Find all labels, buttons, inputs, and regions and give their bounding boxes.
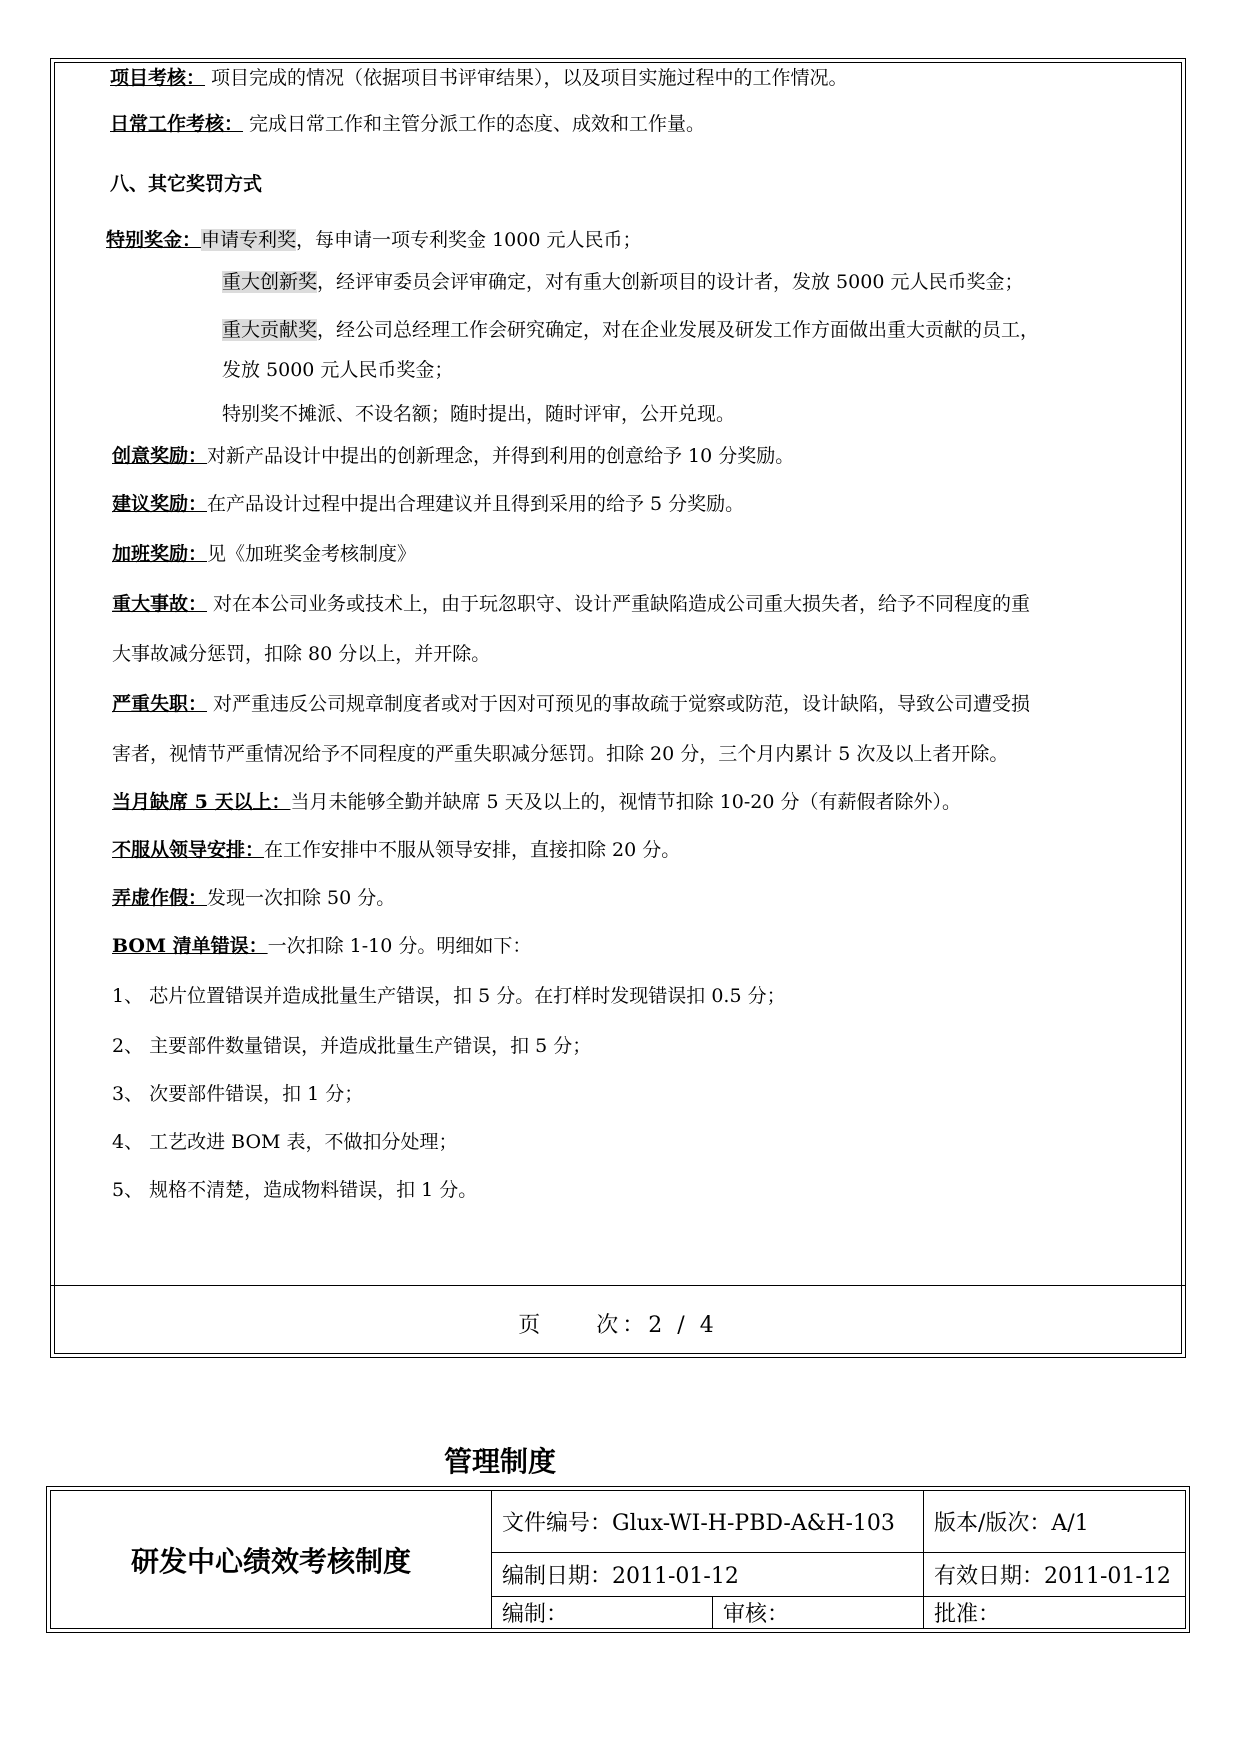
line-text: 发现一次扣除 50 分。 [207,887,396,909]
list-item: 1、 芯片位置错误并造成批量生产错误，扣 5 分。在打样时发现错误扣 0.5 分； [112,985,786,1007]
line-text: 对严重违反公司规章制度者或对于因对可预见的事故疏于觉察或防范，设计缺陷，导致公司遭受损 [207,693,1031,715]
line-daily-assessment [110,110,705,138]
highlight-text: 重大贡献奖 [222,319,318,341]
line-text: 一次扣除 1-10 分。明细如下： [267,935,532,957]
compiled-date: 编制日期：2011-01-12 [492,1553,924,1597]
doc-header-table [50,1490,1186,1629]
page-number: 页 次：2 / 4 [51,1285,1185,1360]
line-text: 在工作安排中不服从领导安排，直接扣除 20 分。 [264,839,681,861]
line-project-assessment [110,64,848,92]
line-label: 创意奖励： [112,445,208,467]
line-overtime-award [112,540,416,568]
line-contribution-award [222,316,1039,344]
line-label: 建议奖励： [112,493,208,515]
list-item: 2、 主要部件数量错误，并造成批量生产错误，扣 5 分； [112,1035,592,1057]
line-text: 对新产品设计中提出的创新理念，并得到利用的创意给予 10 分奖励。 [207,445,795,467]
line-label: 重大事故： [112,593,208,615]
line-text: ，经公司总经理工作会研究确定，对在企业发展及研发工作方面做出重大贡献的员工， [317,319,1040,341]
list-item: 4、 工艺改进 BOM 表，不做扣分处理； [112,1131,458,1153]
highlight-text: 申请专利奖 [201,229,297,251]
effective-date: 有效日期：2011-01-12 [924,1553,1186,1597]
line-text: 发放 5000 元人民币奖金； [222,359,454,381]
line-text: 特别奖不摊派、不设名额；随时提出，随时评审，公开兑现。 [222,403,736,425]
line-fraud [112,884,395,912]
section-heading: 八、其它奖罚方式 [110,173,263,195]
line-label: BOM 清单错误： [112,935,268,957]
line-suggestion-award [112,490,744,518]
line-text: 害者，视情节严重情况给予不同程度的严重失职减分惩罚。扣除 20 分，三个月内累计 5 次及以上者开除。 [112,743,1009,765]
file-number: 文件编号：Glux-WI-H-PBD-A&H-103 [492,1491,924,1553]
policy-title: 研发中心绩效考核制度 [51,1491,492,1629]
line-label: 严重失职： [112,693,208,715]
line-disobedience [112,836,680,864]
line-special-bonus [106,226,641,254]
line-label: 当月缺席 5 天以上： [112,791,291,813]
line-label: 弄虚作假： [112,887,208,909]
line-text: 在产品设计过程中提出合理建议并且得到采用的给予 5 分奖励。 [207,493,745,515]
list-item: 5、 规格不清楚，造成物料错误，扣 1 分。 [112,1179,478,1201]
line-bom-error [112,932,531,960]
line-text: ，每申请一项专利奖金 1000 元人民币； [296,229,642,251]
line-text: 对在本公司业务或技术上，由于玩忽职守、设计严重缺陷造成公司重大损失者，给予不同程度的重 [207,593,1031,615]
line-text: 见《加班奖金考核制度》 [207,543,417,565]
version: 版本/版次：A/1 [924,1491,1186,1553]
line-major-accident [112,590,1030,618]
line-absence [112,788,961,816]
line-label: 项目考核： [110,67,206,89]
line-label: 加班奖励： [112,543,208,565]
line-label: 不服从领导安排： [112,839,265,861]
line-text: 大事故减分惩罚，扣除 80 分以上，并开除。 [112,643,491,665]
line-text: 当月未能够全勤并缺席 5 天及以上的，视情节扣除 10-20 分（有薪假者除外）。 [290,791,961,813]
line-creative-award [112,442,794,470]
approved-by: 批准： [924,1597,1186,1629]
line-serious-negligence [112,690,1030,718]
highlight-text: 重大创新奖 [222,271,318,293]
line-text: 项目完成的情况（依据项目书评审结果），以及项目实施过程中的工作情况。 [205,67,848,89]
line-text: 完成日常工作和主管分派工作的态度、成效和工作量。 [243,113,706,135]
line-label: 日常工作考核： [110,113,244,135]
line-label: 特别奖金： [106,229,202,251]
reviewed-by: 审核： [713,1597,924,1629]
line-text: ，经评审委员会评审确定，对有重大创新项目的设计者，发放 5000 元人民币奖金； [317,271,1024,293]
compiled-by: 编制： [492,1597,713,1629]
list-item: 3、 次要部件错误，扣 1 分； [112,1083,364,1105]
doc-title: 管理制度 [443,1445,556,1478]
line-innovation-award [222,268,1023,296]
